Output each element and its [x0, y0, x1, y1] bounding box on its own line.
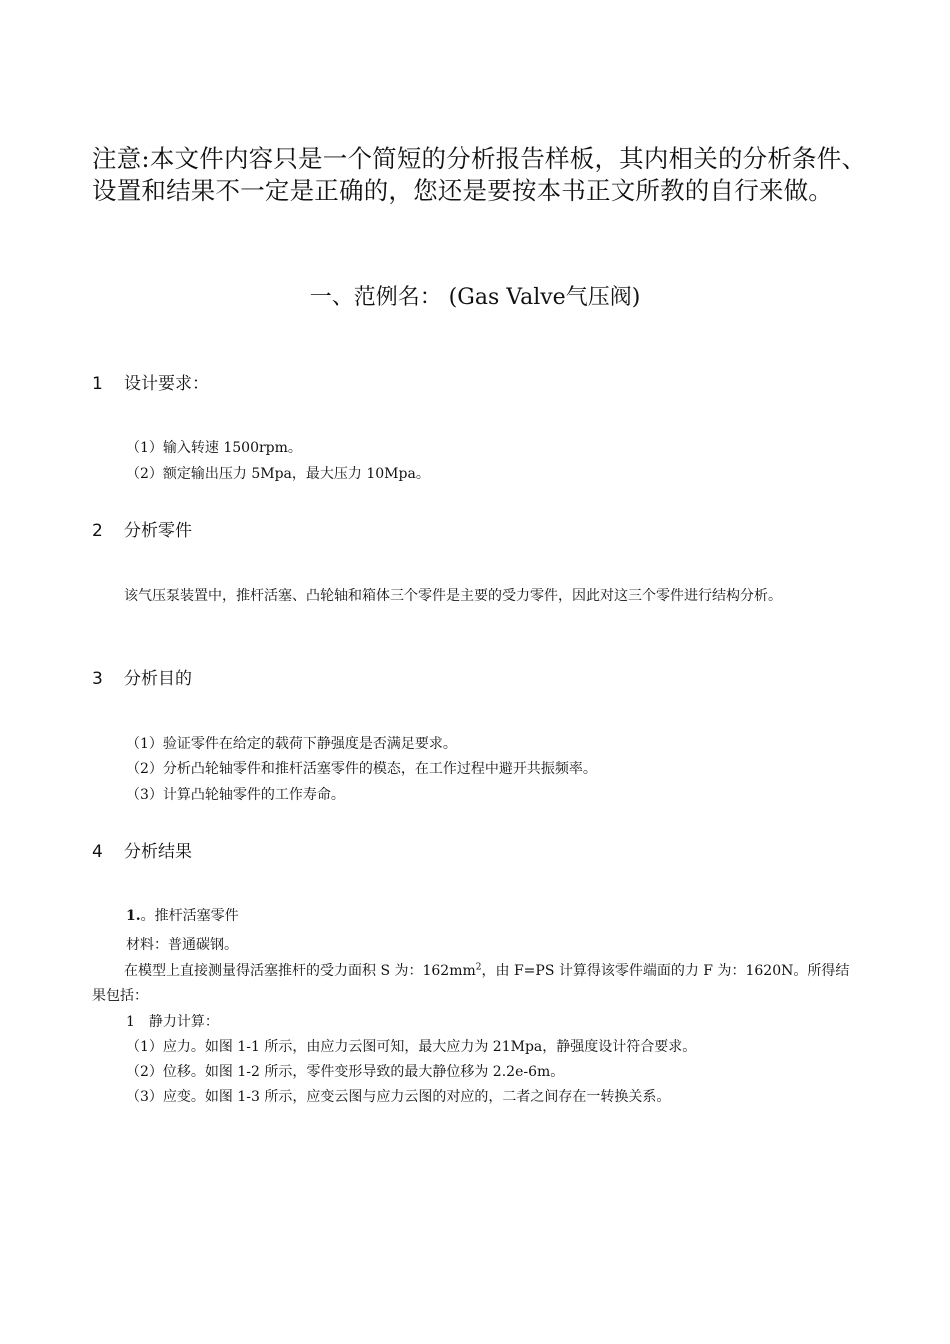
superscript-2: 2 — [475, 962, 482, 973]
static-heading: 1 静力计算： — [126, 1014, 219, 1030]
material-text: 材料：普通碳钢。 — [126, 937, 238, 953]
result-item-number: 1. — [126, 908, 141, 924]
force-text-a: 在模型上直接测量得活塞推杆的受力面积 S 为：162mm — [124, 963, 476, 979]
static-item: （3）应变。如图 1-3 所示，应变云图与应力云图的对应的，二者之间存在一转换关系。 — [126, 1089, 671, 1105]
section-title: 分析零件 — [124, 521, 192, 541]
purpose-item: （1）验证零件在给定的载荷下静强度是否满足要求。 — [126, 736, 457, 752]
requirement-item: （1）输入转速 1500rpm。 — [126, 440, 302, 456]
section-heading-3 — [92, 667, 192, 691]
section-heading-4 — [92, 840, 192, 864]
section-number: 4 — [92, 842, 103, 862]
result-item-heading — [126, 906, 239, 926]
notice-text: 注意:本文件内容只是一个简短的分析报告样板，其内相关的分析条件、设置和结果不一定是正确的，您还是要按本书正文所教的自行来做。 — [92, 144, 867, 205]
main-title: 一、范例名： (Gas Valve气压阀) — [309, 285, 641, 310]
static-item: （2）位移。如图 1-2 所示，零件变形导致的最大静位移为 2.2e-6m。 — [126, 1064, 565, 1080]
purpose-item: （3）计算凸轮轴零件的工作寿命。 — [126, 787, 345, 803]
purpose-item: （2）分析凸轮轴零件和推杆活塞零件的模态，在工作过程中避开共振频率。 — [126, 761, 597, 777]
static-item: （1）应力。如图 1-1 所示，由应力云图可知，最大应力为 21Mpa，静强度设计符合要求。 — [126, 1039, 697, 1055]
section-number: 2 — [92, 521, 103, 541]
parts-paragraph: 该气压泵装置中，推杆活塞、凸轮轴和箱体三个零件是主要的受力零件，因此对这三个零件进行结构分析。 — [124, 588, 782, 604]
section-heading-1 — [92, 372, 209, 396]
section-title: 分析目的 — [124, 669, 192, 689]
section-title: 分析结果 — [124, 842, 192, 862]
force-paragraph — [92, 959, 862, 1009]
section-number: 3 — [92, 669, 103, 689]
requirement-item: （2）额定输出压力 5Mpa，最大压力 10Mpa。 — [126, 466, 430, 482]
section-number: 1 — [92, 374, 103, 394]
result-item-title: 。推杆活塞零件 — [140, 908, 239, 924]
force-text-b: ，由 F=PS 计算得该零件端面的力 F 为：1620N。所得结果包括： — [92, 963, 850, 1004]
section-title: 设计要求： — [124, 374, 209, 394]
section-heading-2 — [92, 519, 192, 543]
